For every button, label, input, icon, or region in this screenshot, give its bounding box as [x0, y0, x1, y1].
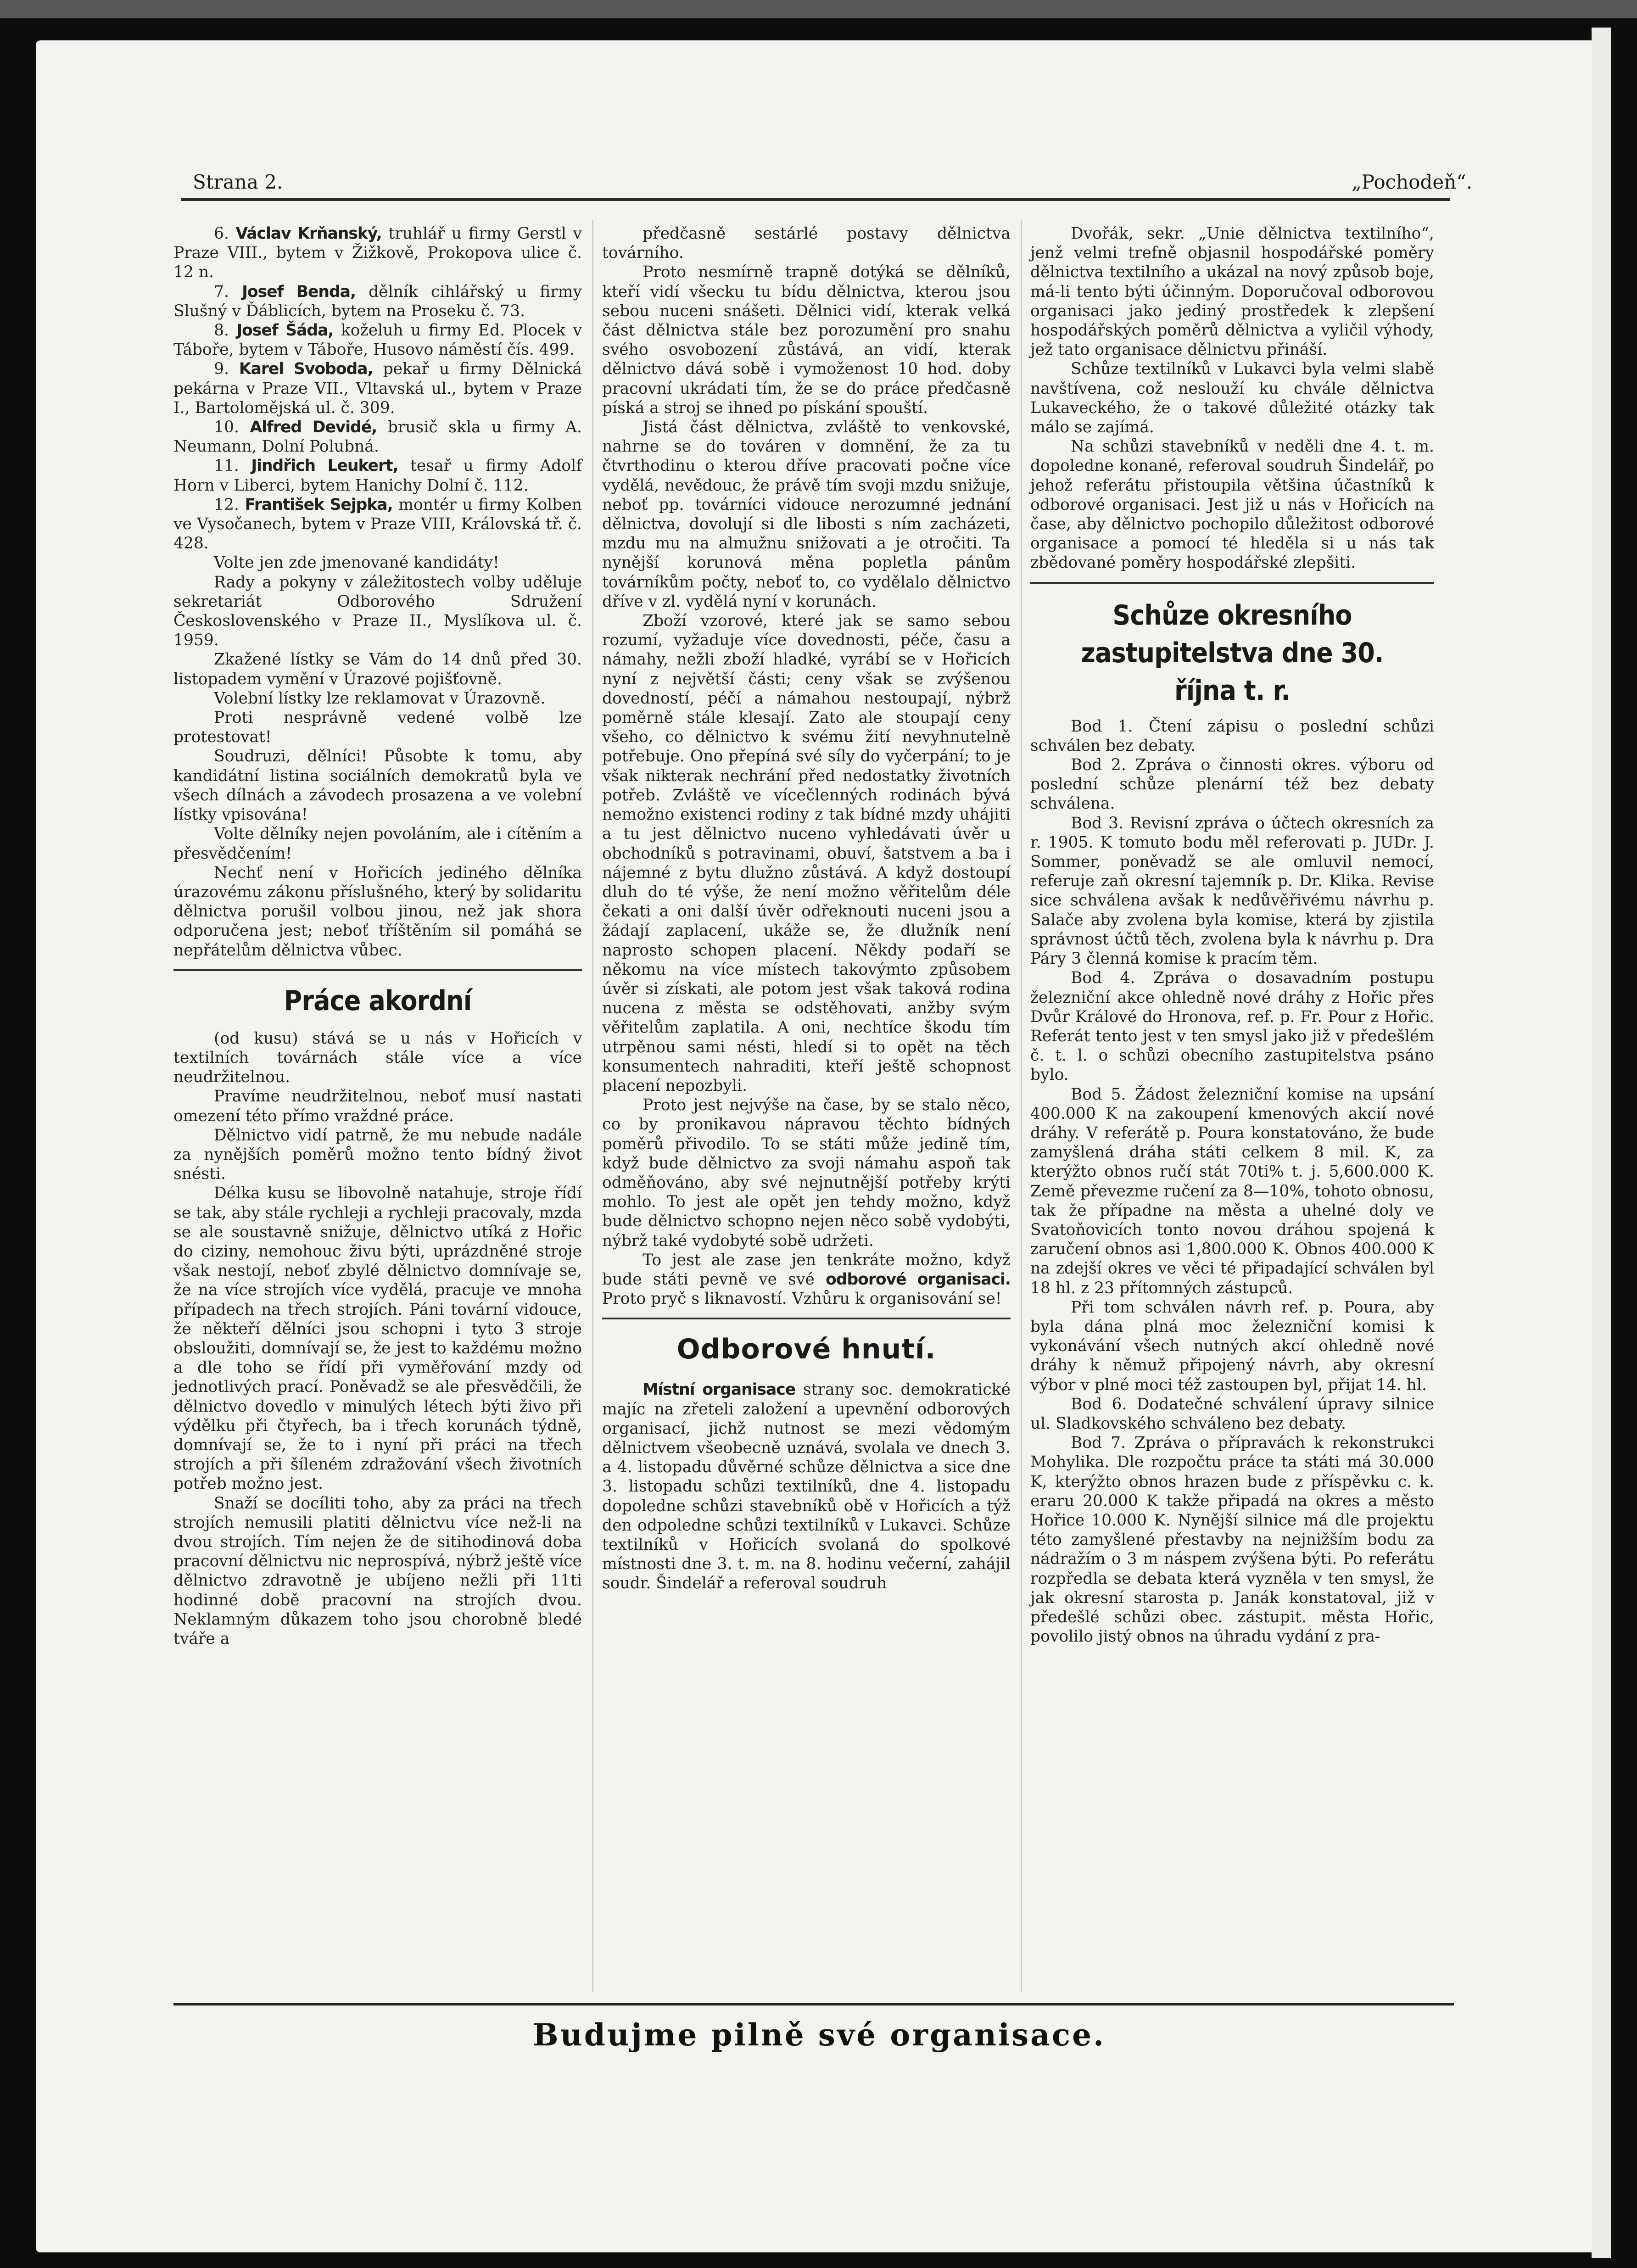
article-paragraph: Volte jen zde jmenované kandidáty!	[214, 553, 499, 572]
column-rule	[592, 220, 593, 1992]
column-rule	[1021, 220, 1022, 1992]
candidate-number: 6.	[214, 224, 236, 243]
candidate-entry	[173, 418, 582, 456]
candidate-name: František Sejpka,	[245, 495, 393, 514]
article-paragraph: Rady a pokyny v záležitostech volby uděluje sekretariát Odborového Sdružení Československého v Praze II., Myslíkova ul. č. 1959.	[173, 573, 582, 650]
candidate-entry	[173, 224, 582, 282]
article-paragraph: Při tom schválen návrh ref. p. Poura, aby byla dána plná moc železniční komisi k vykonávání všech nutných akcí ohledně nové dráhy k němuž připojený návrh, aby okresní výbor v plné moci též zastoupen byl, přijat 14. hl.	[1030, 1298, 1434, 1394]
footer-slogan: Budujme pilně své organisace.	[532, 2017, 1106, 2053]
candidate-number: 9.	[214, 360, 239, 379]
candidate-name: Jindřich Leukert,	[251, 457, 398, 475]
article-paragraph: Soudruzi, dělníci! Působte k tomu, aby kandidátní listina sociálních demokratů byla ve všech dílnách a závodech prosazena a ve volební lístky vpisována!	[173, 747, 582, 824]
article-paragraph: Proti nesprávně vedené volbě lze protestovat!	[173, 709, 582, 747]
article-paragraph: Volte dělníky nejen povoláním, ale i cítěním a přesvědčením!	[173, 825, 582, 863]
article-paragraph: Bod 4. Zpráva o dosavadním postupu železniční akce ohledně nové dráhy z Hořic přes Dvůr Králové do Hronova, ref. p. Fr. Pour z Hořic. Referát tento jest v ten smysl jako již v předešlém č. t. l. o schůzi obecního zastupitelstva psáno bylo.	[1030, 969, 1434, 1084]
section-rule	[173, 969, 582, 971]
article-paragraph: Bod 3. Revisní zpráva o účtech okresních za r. 1905. K tomuto bodu měl referovati p. JUDr. J. Sommer, poněvadž se ale omluvil nemocí, referuje zaň okresní tajemník p. Dr. Klika. Revise sice schválena avšak k nedůvěřivému návrhu p. Salače aby zvolena byla komise, která by zjistila správnost účtů těch, zvolena byla k návrhu p. Dra Páry 3 členná komise k pracím těm.	[1030, 814, 1434, 968]
candidate-entry	[173, 321, 582, 359]
article-paragraph: Bod 7. Zpráva o přípravách k rekonstrukci Mohylika. Dle rozpočtu práce ta státi má 30.000 K, kterýžto obnos hrazen bude z příspěvku c. k. eraru 20.000 K takže připadá na okres a město Hořice 10.000 K. Nynější silnice má dle projektu této zamyšlené přestavby na nejnižším bodu za nádražím o 3 m náspem zvýšena býti. Po referátu rozpředla se debata která vyzněla v ten smysl, že jak okresní starosta p. Janák konstatoval, již v předešlé schůzi obec. zástupit. města Hořic, povolilo jistý obnos na úhradu vydání z pra-	[1030, 1434, 1434, 1646]
article-paragraph: předčasně sestárlé postavy dělnictva továrního.	[602, 224, 1011, 263]
candidate-details: dělník cihlářský u firmy Slušný v Ďáblicích, bytem na Proseku č. 73.	[173, 282, 582, 320]
candidate-number: 10.	[214, 418, 250, 437]
article-paragraph: Proto nesmírně trapně dotýká se dělníků, kteří vidí všecku tu bídu dělnictva, kterou jsou sebou nuceni snášeti. Dělnici vidí, kterak velká část dělnictva stále bez porozumění pro snahu svého osvobození zůstává, an vidí, kterak dělnictvo dává sobě i vymoženost 10 hod. doby pracovní ukrádati tím, že se do práce předčasně píská a stroj se ihned po pískání spouští.	[602, 263, 1011, 417]
candidate-entry	[173, 282, 582, 321]
candidate-number: 8.	[214, 321, 237, 340]
newspaper-title: „Pochodeň“.	[1352, 171, 1473, 193]
article-paragraph: Bod 6. Dodatečné schválení úpravy silnice ul. Sladkovského schváleno bez debaty.	[1030, 1395, 1434, 1433]
candidate-entry	[173, 359, 582, 418]
candidate-entry	[173, 456, 582, 495]
article-paragraph: Dělnictvo vidí patrně, že mu nebude nadále za nynějších poměrů možno tento bídný život snésti.	[173, 1126, 582, 1184]
column-2	[602, 224, 1011, 1593]
candidate-details: truhlář u firmy Gerstl v Praze VIII., bytem v Žižkově, Prokopova ulice č. 12 n.	[173, 224, 582, 282]
article-body	[173, 1029, 582, 1649]
footer-rule	[173, 2003, 1454, 2005]
article-paragraph: Délka kusu se libovolně natahuje, stroje řídí se tak, aby stále rychleji a rychleji pracovaly, mzda se ale soustavně snižuje, dělnictvo utíká z Hořic do ciziny, nemohouc živu býti, uprázdněné stroje však nestojí, neboť zbylé dělnictvo domnívaje se, že na více strojích více vydělá, pracuje ve mnoha případech na třech strojích. Páni tovární vidouce, že někteří dělníci jsou schopni i tyto 3 stroje obsloužiti, domnívají se, že jest to každému možno a dle toho se řídí při vyměřování mzdy od jednotlivých prací. Poněvadž se ale přesvědčili, že dělnictvo dovedlo v minulých létech býti živo při výdělku při čtyřech, ba i třech korunách týdně, domnívají se, že to i nyní při práci na třech strojích a při šíleném zdražování všech životních potřeb možno jest.	[173, 1184, 582, 1493]
article-paragraph: Jistá část dělnictva, zvláště to venkovské, nahrne se do továren v domnění, že za tu čtvrthodinu o kterou dříve pracovati počne více vydělá, nevědouc, že právě tím svoji mzdu snižuje, neboť pp. továrníci vidouce nerozumné jednání dělnictva, dovolují si dle libosti s ním zacházeti, mzdu mu na almužnu snižovati a je otročiti. Ta nynější korunová měna popletla pánům továrníkům počty, neboť to, co vydělalo dělnictvo dříve v zl. vydělá nyní v korunách.	[602, 418, 1011, 611]
article-paragraph: Zkažené lístky se Vám do 14 dnů před 30. listopadem vymění v Úrazové pojišťovně.	[173, 650, 582, 688]
candidate-entry	[173, 495, 582, 553]
adjacent-page-edge	[1592, 28, 1611, 2258]
section-title: Odborové hnutí.	[676, 1333, 936, 1366]
column-1	[173, 224, 582, 1648]
article-paragraph: Schůze textilníků v Lukavci byla velmi slabě navštívena, což neslouží ku chvále dělnictva Lukaveckého, že o takové důležité otázky tak málo se zajímá.	[1030, 360, 1434, 437]
article-paragraph: To jest ale zase jen tenkráte možno, když bude státi pevně ve své odborové organisaci. Proto pryč s liknavostí. Vzhůru k organisování se!	[602, 1251, 1011, 1308]
candidate-number: 12.	[214, 495, 245, 514]
candidate-name: Karel Svoboda,	[239, 360, 373, 379]
article-paragraph: Bod 1. Čtení zápisu o poslední schůzi schválen bez debaty.	[1030, 717, 1434, 755]
article-paragraph: Na schůzi stavebníků v neděli dne 4. t. m. dopoledne konané, referoval soudruh Šindelář, po jehož referátu přistoupila většina účastníků k odborové organisaci. Jest již u nás v Hořicích na čase, aby dělnictvo pochopilo důležitost odborové organisace a pomocí té hleděla si u nás tak zbědované poměry hospodářské zlepšiti.	[1030, 437, 1434, 572]
candidate-name: Josef Šáda,	[236, 321, 334, 340]
page-number: Strana 2.	[193, 171, 283, 193]
column-3	[1030, 224, 1434, 1646]
candidate-list	[173, 224, 582, 553]
article-title: Schůze okresního zastupitelstva dne 30. října t. r.	[1081, 599, 1384, 707]
candidate-details: brusič skla u firmy A. Neumann, Dolní Polubná.	[173, 418, 582, 456]
article-paragraph: Snaží se docíliti toho, aby za práci na třech strojích nemusili platiti dělnictvu více než-li na dvou strojích. Tím nejen že de sitihodinová doba pracovní dělnictvu nic neprospívá, nýbrž ještě více dělnictvo zdravotně je ubíjeno nežli při 11ti hodinné době pracovní na strojích dvou. Neklamným důkazem toho jsou chorobně bledé tváře a	[173, 1494, 582, 1648]
candidate-details: koželuh u firmy Ed. Plocek v Táboře, bytem v Táboře, Husovo náměstí čís. 499.	[173, 321, 582, 359]
candidate-number: 7.	[214, 282, 242, 301]
candidate-details: pekař u firmy Dělnická pekárna v Praze VII., Vltavská ul., bytem v Praze I., Bartolomějská ul. č. 309.	[173, 360, 582, 417]
section-rule	[602, 1318, 1011, 1319]
article-paragraph: Proto jest nejvýše na čase, by se stalo něco, co by pronikavou nápravou těchto bídných poměrů přivodilo. To se státi může jedině tím, když bude dělnictvo za svoji námahu aspoň tak odměňováno, aby své nejnutnější potřeby krýti mohlo. To jest ale opět jen tehdy možno, když bude dělnictvo schopno nejen něco sobě vydobýti, nýbrž také vydobyté sobě udržeti.	[602, 1096, 1011, 1250]
article-paragraph: Bod 5. Žádost železniční komise na upsání 400.000 K na zakoupení kmenových akcií nové dráhy. V referátě p. Poura konstatováno, že bude zamyšlená dráha státi celkem 8 mil. K, za kterýžto obnos ručí stát 70ti% t. j. 5,600.000 K. Země převezme ručení za 8—10%, tohoto obnosu, tak že případne na města a uhelné doly ve Svatoňovicích tonto novou dráhou spojená k zaručení obnos asi 1,800.000 K. Obnos 400.000 K na zdejší okres ve věci té připadající schválen byl 18 hl. z 23 přítomných zástupců.	[1030, 1085, 1434, 1297]
candidate-details: tesař u firmy Adolf Horn v Liberci, bytem Hanichy Dolní č. 112.	[173, 457, 582, 495]
article-paragraph: Zboží vzorové, které jak se samo sebou rozumí, vyžaduje více dovednosti, péče, času a námahy, nežli zboží hladké, vyrábí se v Hořicích nyní z největší části; ceny však se zvýšenou dovedností, péčí a námahou nestoupají, nýbrž poměrně stále klesají. Zato ale stoupají ceny všeho, co dělnictvo k svému žití nevyhnutelně potřebuje. Ono přepíná své síly do vyčerpání; to je však nikterak nechrání před nedostatky životních potřeb. Zvláště ve vícečlenných rodinách bývá nemožno existenci rodiny z tak bídné mzdy uhájiti a tu jest dělnictvo nuceno vyhledávati úvěr u obchodníků s potravinami, obuví, šatstvem a ba i nájemné z bytu dlužno zůstává. A když dostoupí dluh do té výše, že není možno věřitelům déle čekati a oni další úvěr odřeknouti nuceni jsou a žádají zaplacení, ukáže se, že dlužník není naprosto schopen placení. Někdy podaří se někomu na více místech takovýmto způsobem úvěr si získati, ale potom jest však taková rodina nucena z města se odstěhovati, anžby svým věřitelům zaplatila. A oni, nechtíce škodu tím utrpěnou sami nésti, hledí si to opět na těch konsumentech nahraditi, kteří ještě schopnost placení nepozbyli.	[602, 612, 1011, 1095]
article-paragraph: Bod 2. Zpráva o činnosti okres. výboru od poslední schůze plenární též bez debaty schválena.	[1030, 756, 1434, 813]
article-body	[1030, 717, 1434, 1647]
section-rule	[1030, 582, 1434, 584]
article-body	[602, 224, 1011, 1251]
article-paragraph: Nechť není v Hořicích jediného dělníka úrazovému zákonu příslušného, který by solidaritu dělnictva porušil volbou jinou, než jak shora odporučena jest; neboť tříštěním sil pomáhá se nepřátelům dělnictva vůbec.	[173, 863, 582, 960]
header-rule	[181, 198, 1450, 201]
election-text	[173, 553, 582, 960]
article-paragraph: (od kusu) stává se u nás v Hořicích v textilních továrnách stále více a více neudržitelnou.	[173, 1029, 582, 1087]
candidate-name: Josef Benda,	[242, 282, 356, 301]
article-paragraph: Dvořák, sekr. „Unie dělnictva textilního“, jenž velmi trefně objasnil hospodářské poměry dělnictva textilního a ukázal na nový způsob boje, má-li tento býti účinným. Doporučoval odborovou organisaci jako jediný prostředek k zlepšení hospodářských poměrů dělnictva a vyličil výhody, jež tato organisace dělnictvu přináší.	[1030, 224, 1434, 359]
candidate-name: Alfred Devidé,	[250, 418, 377, 437]
scan-edge	[0, 0, 1637, 18]
candidate-name: Václav Krňanský,	[235, 224, 382, 243]
article-paragraph: Místní organisace strany soc. demokratické majíc na zřeteli založení a upevnění odborových organisací, jichž nutnost se mezi vědomým dělnictvem všeobecně uznává, svolala ve dnech 3. a 4. listopadu důvěrné schůze dělnictva a sice dne 3. listopadu schůzi textilníků, dne 4. listopadu dopoledne schůzi stavebníků obě v Hořicích a týž den odpoledne schůzi textilníků v Lukavci. Schůze textilníků v Hořicích svolaná do spolkové místnosti dne 3. t. m. na 8. hodinu večerní, zahájil soudr. Šindelář a referoval soudruh	[602, 1380, 1011, 1593]
article-title: Práce akordní	[284, 984, 472, 1017]
article-body	[1030, 224, 1434, 573]
candidate-number: 11.	[214, 457, 251, 475]
article-paragraph: Volební lístky lze reklamovat v Úrazovně.	[214, 689, 546, 708]
candidate-details: montér u firmy Kolben ve Vysočanech, bytem v Praze VIII, Královská tř. č. 428.	[173, 495, 582, 553]
article-paragraph: Pravíme neudržitelnou, neboť musí nastati omezení této přímo vraždné práce.	[173, 1087, 582, 1125]
